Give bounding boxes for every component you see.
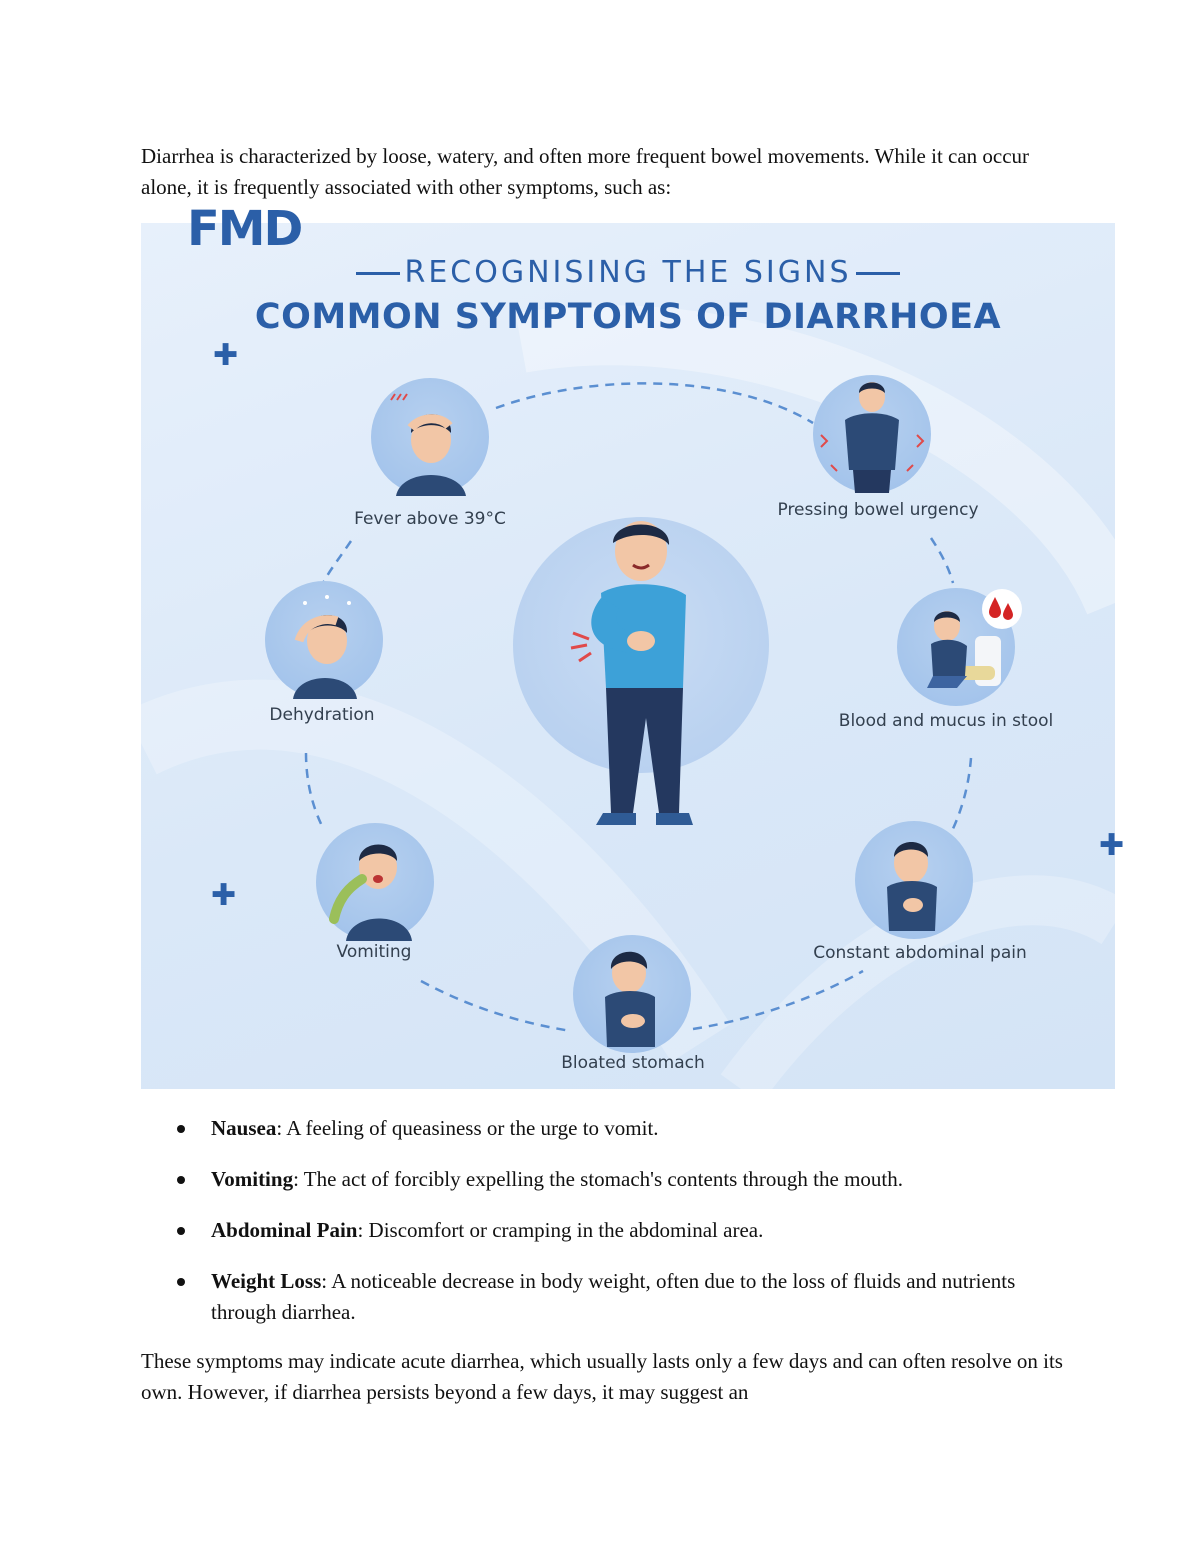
list-item	[141, 1215, 1071, 1246]
abdominal-pain-illustration	[855, 821, 973, 939]
bloated-stomach-illustration	[573, 935, 691, 1053]
symptom-label-fever: Fever above 39°C	[354, 509, 506, 529]
urgency-circle	[813, 375, 931, 493]
bullet-text: : Discomfort or cramping in the abdominal area.	[357, 1218, 764, 1242]
symptom-label-blood: Blood and mucus in stool	[838, 711, 1054, 731]
bullet-term: Nausea	[211, 1116, 277, 1140]
rule-left	[356, 272, 400, 275]
infographic-image	[141, 201, 1125, 1089]
bullet-text: : The act of forcibly expelling the stomach's contents through the mouth.	[293, 1167, 904, 1191]
plus-icon: ✚	[1099, 828, 1125, 863]
fever-illustration	[371, 378, 489, 496]
blood-drops-icon	[979, 589, 1025, 629]
brand-logo: FMD	[187, 201, 302, 257]
abdominal-pain-circle	[855, 821, 973, 939]
symptom-label-bloated: Bloated stomach	[561, 1053, 705, 1073]
list-item	[141, 1113, 1071, 1144]
bullet-dot	[177, 1227, 185, 1235]
bullet-term: Vomiting	[211, 1167, 294, 1191]
bullet-dot	[177, 1176, 185, 1184]
closing-paragraph: These symptoms may indicate acute diarrhea, which usually lasts only a few days and can often resolve on its own. However, if diarrhea persists beyond a few days, it may suggest an	[141, 1349, 1063, 1404]
symptom-label-vomiting: Vomiting	[336, 942, 412, 962]
sick-person-illustration	[561, 513, 731, 843]
vomiting-illustration	[316, 823, 434, 941]
bowel-urgency-illustration	[813, 375, 931, 493]
rule-right	[856, 272, 900, 275]
bullet-term: Weight Loss	[211, 1269, 322, 1293]
connector-line	[496, 383, 813, 423]
symptom-label-abdominal: Constant abdominal pain	[813, 943, 1027, 963]
plus-icon: ✚	[211, 878, 237, 913]
eyebrow-text: RECOGNISING THE SIGNS	[404, 255, 852, 290]
list-item	[141, 1164, 1071, 1195]
bullet-text: : A noticeable decrease in body weight, often due to the loss of fluids and nutrients through diarrhea.	[211, 1269, 1016, 1324]
vomiting-circle	[316, 823, 434, 941]
bullet-text: : A feeling of queasiness or the urge to vomit.	[276, 1116, 659, 1140]
infographic-headline: COMMON SYMPTOMS OF DIARRHOEA	[254, 297, 1002, 337]
fever-circle	[371, 378, 489, 496]
bullet-term: Abdominal Pain	[211, 1218, 358, 1242]
dehydration-illustration	[265, 581, 383, 699]
plus-icon: ✚	[213, 338, 239, 373]
bloated-circle	[573, 935, 691, 1053]
bullet-dot	[177, 1278, 185, 1286]
dehydration-circle	[265, 581, 383, 699]
bullet-dot	[177, 1125, 185, 1133]
symptom-bullet-list	[141, 1113, 1071, 1348]
eyebrow-heading	[141, 255, 1115, 290]
symptom-label-dehydration: Dehydration	[269, 705, 375, 725]
symptom-label-urgency: Pressing bowel urgency	[777, 500, 979, 520]
list-item	[141, 1266, 1071, 1328]
intro-paragraph: Diarrhea is characterized by loose, watery, and often more frequent bowel movements. While it can occur alone, it is frequently associated with other symptoms, such as:	[141, 144, 1030, 199]
